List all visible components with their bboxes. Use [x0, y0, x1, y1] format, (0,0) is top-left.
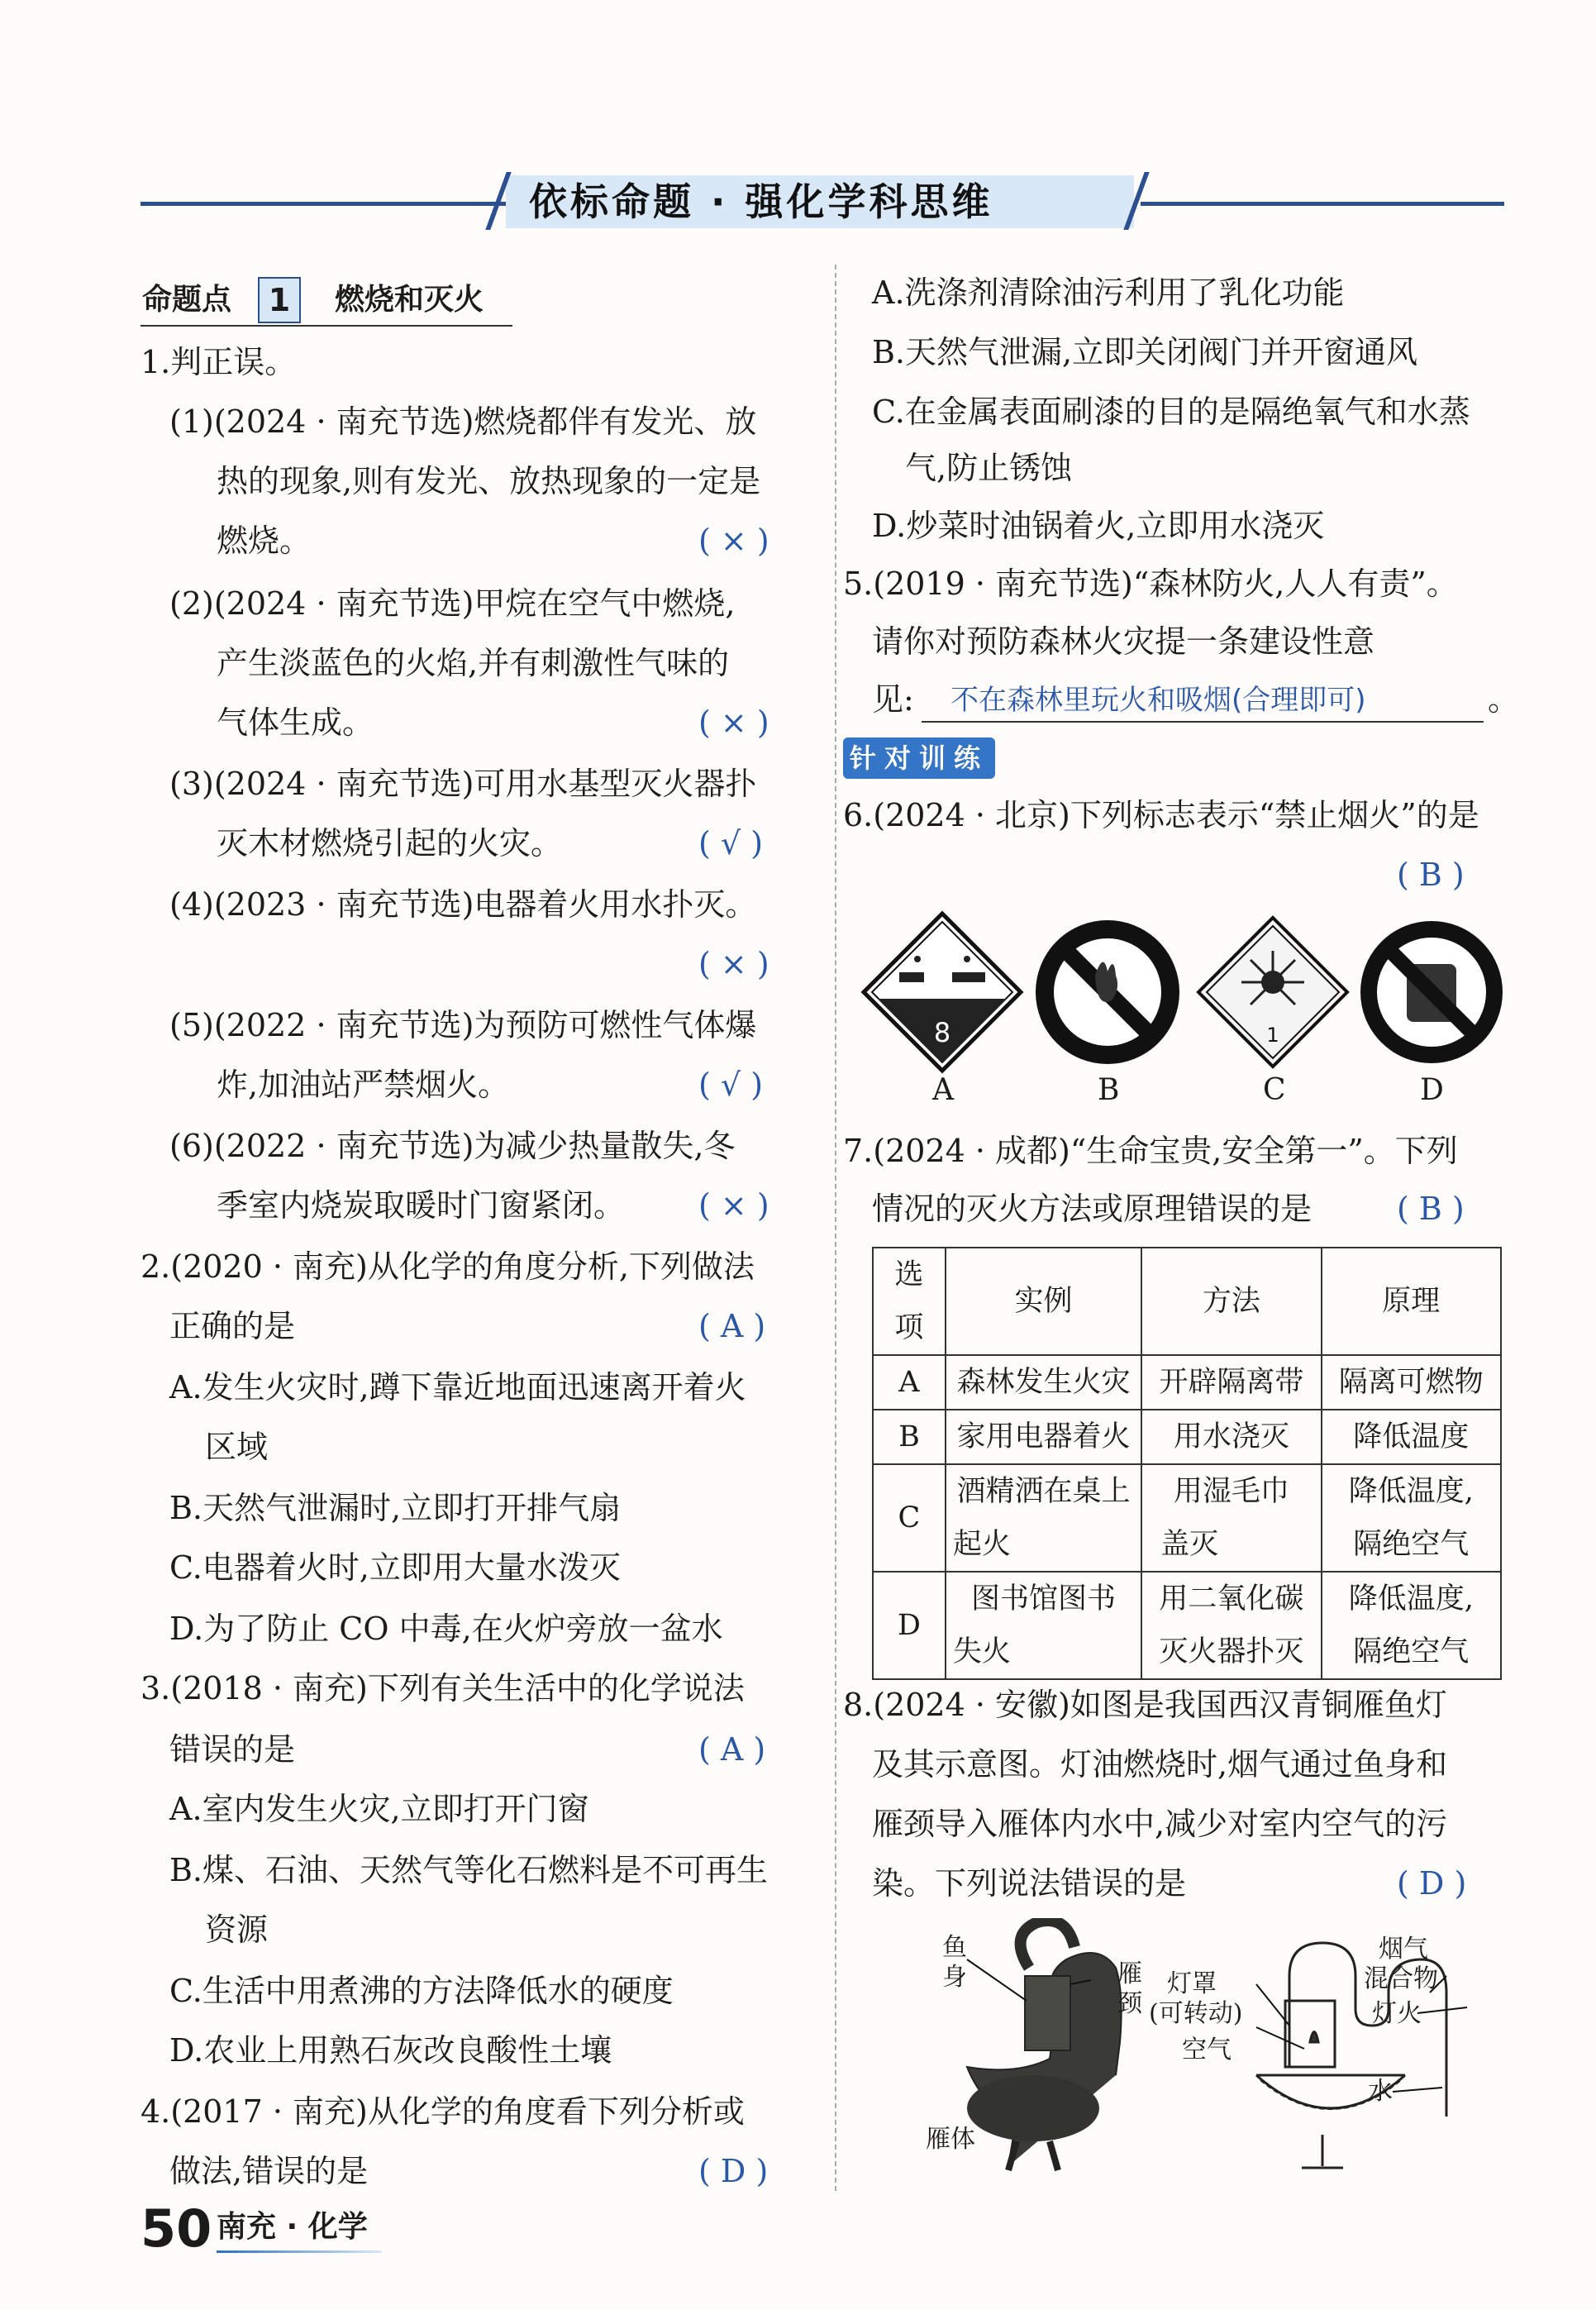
- q4-option-c-cont: 气,防止锈蚀: [905, 450, 1073, 486]
- label-air: 空气: [1182, 2036, 1232, 2064]
- q4-answer: ( D ): [698, 2153, 769, 2189]
- q8-line3: 雁颈导入雁体内水中,减少对室内空气的污: [872, 1806, 1448, 1842]
- q1-item5-line1: (5)(2022 · 南充节选)为预防可燃性气体爆: [169, 1007, 757, 1043]
- cell-principle: [1322, 1464, 1501, 1572]
- q1-item6-answer: ( × ): [698, 1187, 769, 1224]
- page-title: 依标命题 · 强化学科思维: [529, 179, 993, 224]
- cell-method: [1141, 1464, 1321, 1572]
- explosive-sign: [1198, 918, 1347, 1067]
- cell-option: A: [873, 1355, 946, 1410]
- q1-item5-answer: ( √ ): [698, 1067, 764, 1103]
- q1-item4-answer: ( × ): [698, 946, 769, 982]
- section-title: 燃烧和灭火: [335, 283, 484, 317]
- corrosive-sign: [864, 914, 1021, 1071]
- q1-item6-line2: 季室内烧炭取暖时门窗紧闭。: [217, 1187, 626, 1224]
- cell-principle-line2: 隔绝空气: [1353, 1635, 1470, 1668]
- section-underline: [141, 325, 512, 327]
- q2-option-a-cont: 区域: [205, 1429, 269, 1465]
- cell-method: 用水浇灭: [1141, 1410, 1321, 1464]
- th-principle: 原理: [1322, 1248, 1501, 1355]
- cell-principle: [1322, 1572, 1501, 1679]
- label-body: 雁体: [926, 2125, 975, 2154]
- q5-line3: 见:: [872, 681, 914, 718]
- label-smoke-1: 烟气: [1379, 1935, 1428, 1964]
- no-fire-sign: [1045, 929, 1170, 1055]
- cell-example-line2: 起火: [952, 1528, 1011, 1561]
- cell-method: [1141, 1572, 1321, 1679]
- q1-item2-line2: 产生淡蓝色的火焰,并有刺激性气味的: [217, 645, 730, 681]
- q1-item2-line3: 气体生成。: [217, 704, 374, 741]
- table-row: [873, 1464, 1501, 1572]
- cell-example-line1: 图书馆图书: [970, 1582, 1116, 1616]
- q4-line2: 做法,错误的是: [169, 2153, 369, 2189]
- q1-item1-line1: (1)(2024 · 南充节选)燃烧都伴有发光、放: [169, 403, 757, 440]
- header-rule-right: [1141, 202, 1504, 206]
- page-number: 50: [141, 2198, 212, 2259]
- cell-principle: 隔离可燃物: [1322, 1355, 1501, 1410]
- cell-option: D: [873, 1572, 946, 1679]
- q5-end-mark: 。: [1488, 681, 1520, 718]
- q1-item4-line1: (4)(2023 · 南充节选)电器着火用水扑灭。: [169, 886, 757, 923]
- table-row: [873, 1410, 1501, 1464]
- q3-line1: 3.(2018 · 南充)下列有关生活中的化学说法: [141, 1670, 745, 1706]
- th-method: 方法: [1141, 1248, 1321, 1355]
- cell-method-line2: 灭火器扑灭: [1159, 1635, 1304, 1668]
- cell-method-line1: 用二氧化碳: [1159, 1582, 1304, 1616]
- cell-example: 森林发生火灾: [946, 1355, 1141, 1410]
- sign-c-number: 1: [1266, 1024, 1279, 1047]
- q4-option-c: C.在金属表面刷漆的目的是隔绝氧气和水蒸: [872, 394, 1470, 430]
- cell-example: [946, 1464, 1141, 1572]
- label-flame: 灯火: [1372, 1999, 1422, 2028]
- q6-caption-d: D: [1420, 1073, 1444, 1107]
- cell-example-line2: 失火: [952, 1635, 1011, 1668]
- q8-lamp-figure: [934, 1918, 1529, 2174]
- q1-item2-line1: (2)(2024 · 南充节选)甲烷在空气中燃烧,: [169, 585, 736, 622]
- q4-option-a: A.洗涤剂清除油污利用了乳化功能: [872, 274, 1345, 311]
- q7-table: [872, 1247, 1502, 1680]
- q8-answer: ( D ): [1397, 1865, 1467, 1902]
- q1-item3-line2: 灭木材燃烧引起的火灾。: [217, 825, 563, 861]
- q3-line2: 错误的是: [169, 1731, 296, 1768]
- label-neck-1: 雁: [1117, 1959, 1142, 1988]
- th-option: 选项: [873, 1248, 946, 1355]
- q2-line1: 2.(2020 · 南充)从化学的角度分析,下列做法: [141, 1248, 755, 1285]
- q3-option-b-cont: 资源: [205, 1911, 269, 1948]
- footer-text: 南充 · 化学: [217, 2210, 368, 2244]
- q1-item2-answer: ( × ): [698, 704, 769, 741]
- q5-line1: 5.(2019 · 南充节选)“森林防火,人人有责”。: [843, 566, 1458, 602]
- q3-option-c: C.生活中用煮沸的方法降低水的硬度: [169, 1973, 674, 2009]
- q1-item5-line2: 炸,加油站严禁烟火。: [217, 1067, 510, 1103]
- cell-example: [946, 1572, 1141, 1679]
- label-shade-2: (可转动): [1149, 1999, 1243, 2028]
- q7-line1: 7.(2024 · 成都)“生命宝贵,安全第一”。下列: [843, 1133, 1458, 1169]
- cell-principle: 降低温度: [1322, 1410, 1501, 1464]
- table-row: [873, 1572, 1501, 1679]
- q6-signs: [860, 909, 1513, 1091]
- q6-caption-b: B: [1098, 1073, 1120, 1107]
- label-neck-2: 颈: [1117, 1989, 1142, 2018]
- q1-item6-line1: (6)(2022 · 南充节选)为减少热量散失,冬: [169, 1128, 736, 1164]
- q1-item1-line3: 燃烧。: [217, 523, 312, 559]
- section-number-box: [258, 277, 301, 323]
- q3-option-d: D.农业上用熟石灰改良酸性土壤: [169, 2032, 612, 2069]
- no-fuel-sign: [1369, 929, 1494, 1055]
- label-shade-1: 灯罩: [1167, 1969, 1217, 1998]
- q4-option-d: D.炒菜时油锅着火,立即用水浇灭: [872, 508, 1325, 544]
- label-fish-2: 身: [942, 1963, 967, 1992]
- q1-item1-line2: 热的现象,则有发光、放热现象的一定是: [217, 463, 761, 499]
- q6-caption-c: C: [1263, 1073, 1286, 1107]
- q5-fill-underline: [922, 721, 1484, 723]
- training-label-box: [843, 737, 995, 779]
- cell-option: B: [873, 1410, 946, 1464]
- header-rule-left: [141, 202, 512, 206]
- q6-answer: ( B ): [1397, 857, 1465, 893]
- cell-principle-line1: 降低温度,: [1348, 1582, 1474, 1616]
- q7-line2: 情况的灭火方法或原理错误的是: [872, 1191, 1313, 1227]
- q8-line2: 及其示意图。灯油燃烧时,烟气通过鱼身和: [872, 1746, 1448, 1783]
- section-number: 1: [268, 282, 291, 318]
- bronze-lamp-image: [967, 1921, 1122, 2170]
- q8-line4: 染。下列说法错误的是: [872, 1865, 1187, 1902]
- q2-option-d: D.为了防止 CO 中毒,在火炉旁放一盆水: [169, 1611, 723, 1647]
- cell-example-line1: 酒精洒在桌上: [956, 1475, 1131, 1508]
- q6-line1: 6.(2024 · 北京)下列标志表示“禁止烟火”的是: [843, 797, 1479, 833]
- q3-option-a: A.室内发生火灾,立即打开门窗: [169, 1791, 589, 1827]
- cell-principle-line1: 降低温度,: [1348, 1475, 1474, 1508]
- q1-item1-answer: ( × ): [698, 523, 769, 559]
- q2-option-c: C.电器着火时,立即用大量水泼灭: [169, 1549, 621, 1586]
- cell-method: 开辟隔离带: [1141, 1355, 1321, 1410]
- cell-method-line2: 盖灭: [1160, 1528, 1219, 1561]
- th-example: 实例: [946, 1248, 1141, 1355]
- section-label: 命题点: [142, 283, 232, 317]
- cell-option: C: [873, 1464, 946, 1572]
- q2-option-b: B.天然气泄漏时,立即打开排气扇: [169, 1490, 622, 1526]
- table-row: [873, 1355, 1501, 1410]
- label-water: 水: [1368, 2077, 1393, 2106]
- q6-caption-a: A: [932, 1073, 954, 1107]
- sign-a-number: 8: [933, 1017, 951, 1048]
- q1-item3-answer: ( √ ): [698, 825, 764, 861]
- cell-example: 家用电器着火: [946, 1410, 1141, 1464]
- column-divider: [835, 265, 836, 2191]
- q3-answer: ( A ): [698, 1731, 766, 1768]
- q7-answer: ( B ): [1397, 1191, 1465, 1227]
- q4-line1: 4.(2017 · 南充)从化学的角度看下列分析或: [141, 2093, 745, 2130]
- q4-option-b: B.天然气泄漏,立即关闭阀门并开窗通风: [872, 334, 1418, 370]
- q5-fill-answer: 不在森林里玩火和吸烟(合理即可): [950, 684, 1366, 717]
- label-smoke-2: 混合物: [1364, 1964, 1438, 1993]
- cell-method-line1: 用湿毛巾: [1173, 1475, 1289, 1508]
- q5-line2: 请你对预防森林火灾提一条建设性意: [872, 623, 1375, 660]
- q1-item3-line1: (3)(2024 · 南充节选)可用水基型灭火器扑: [169, 766, 757, 802]
- q3-option-b: B.煤、石油、天然气等化石燃料是不可再生: [169, 1852, 769, 1888]
- q2-option-a: A.发生火灾时,蹲下靠近地面迅速离开着火: [169, 1369, 746, 1406]
- cell-principle-line2: 隔绝空气: [1353, 1528, 1470, 1561]
- footer-underline: [217, 2250, 382, 2253]
- training-label: 针对训练: [850, 742, 989, 774]
- q1-stem: 1.判正误。: [141, 344, 297, 380]
- table-header-row: [873, 1248, 1501, 1355]
- q8-line1: 8.(2024 · 安徽)如图是我国西汉青铜雁鱼灯: [843, 1687, 1447, 1723]
- q2-answer: ( A ): [698, 1308, 766, 1344]
- label-fish-1: 鱼: [942, 1933, 967, 1962]
- q2-line2: 正确的是: [169, 1308, 296, 1344]
